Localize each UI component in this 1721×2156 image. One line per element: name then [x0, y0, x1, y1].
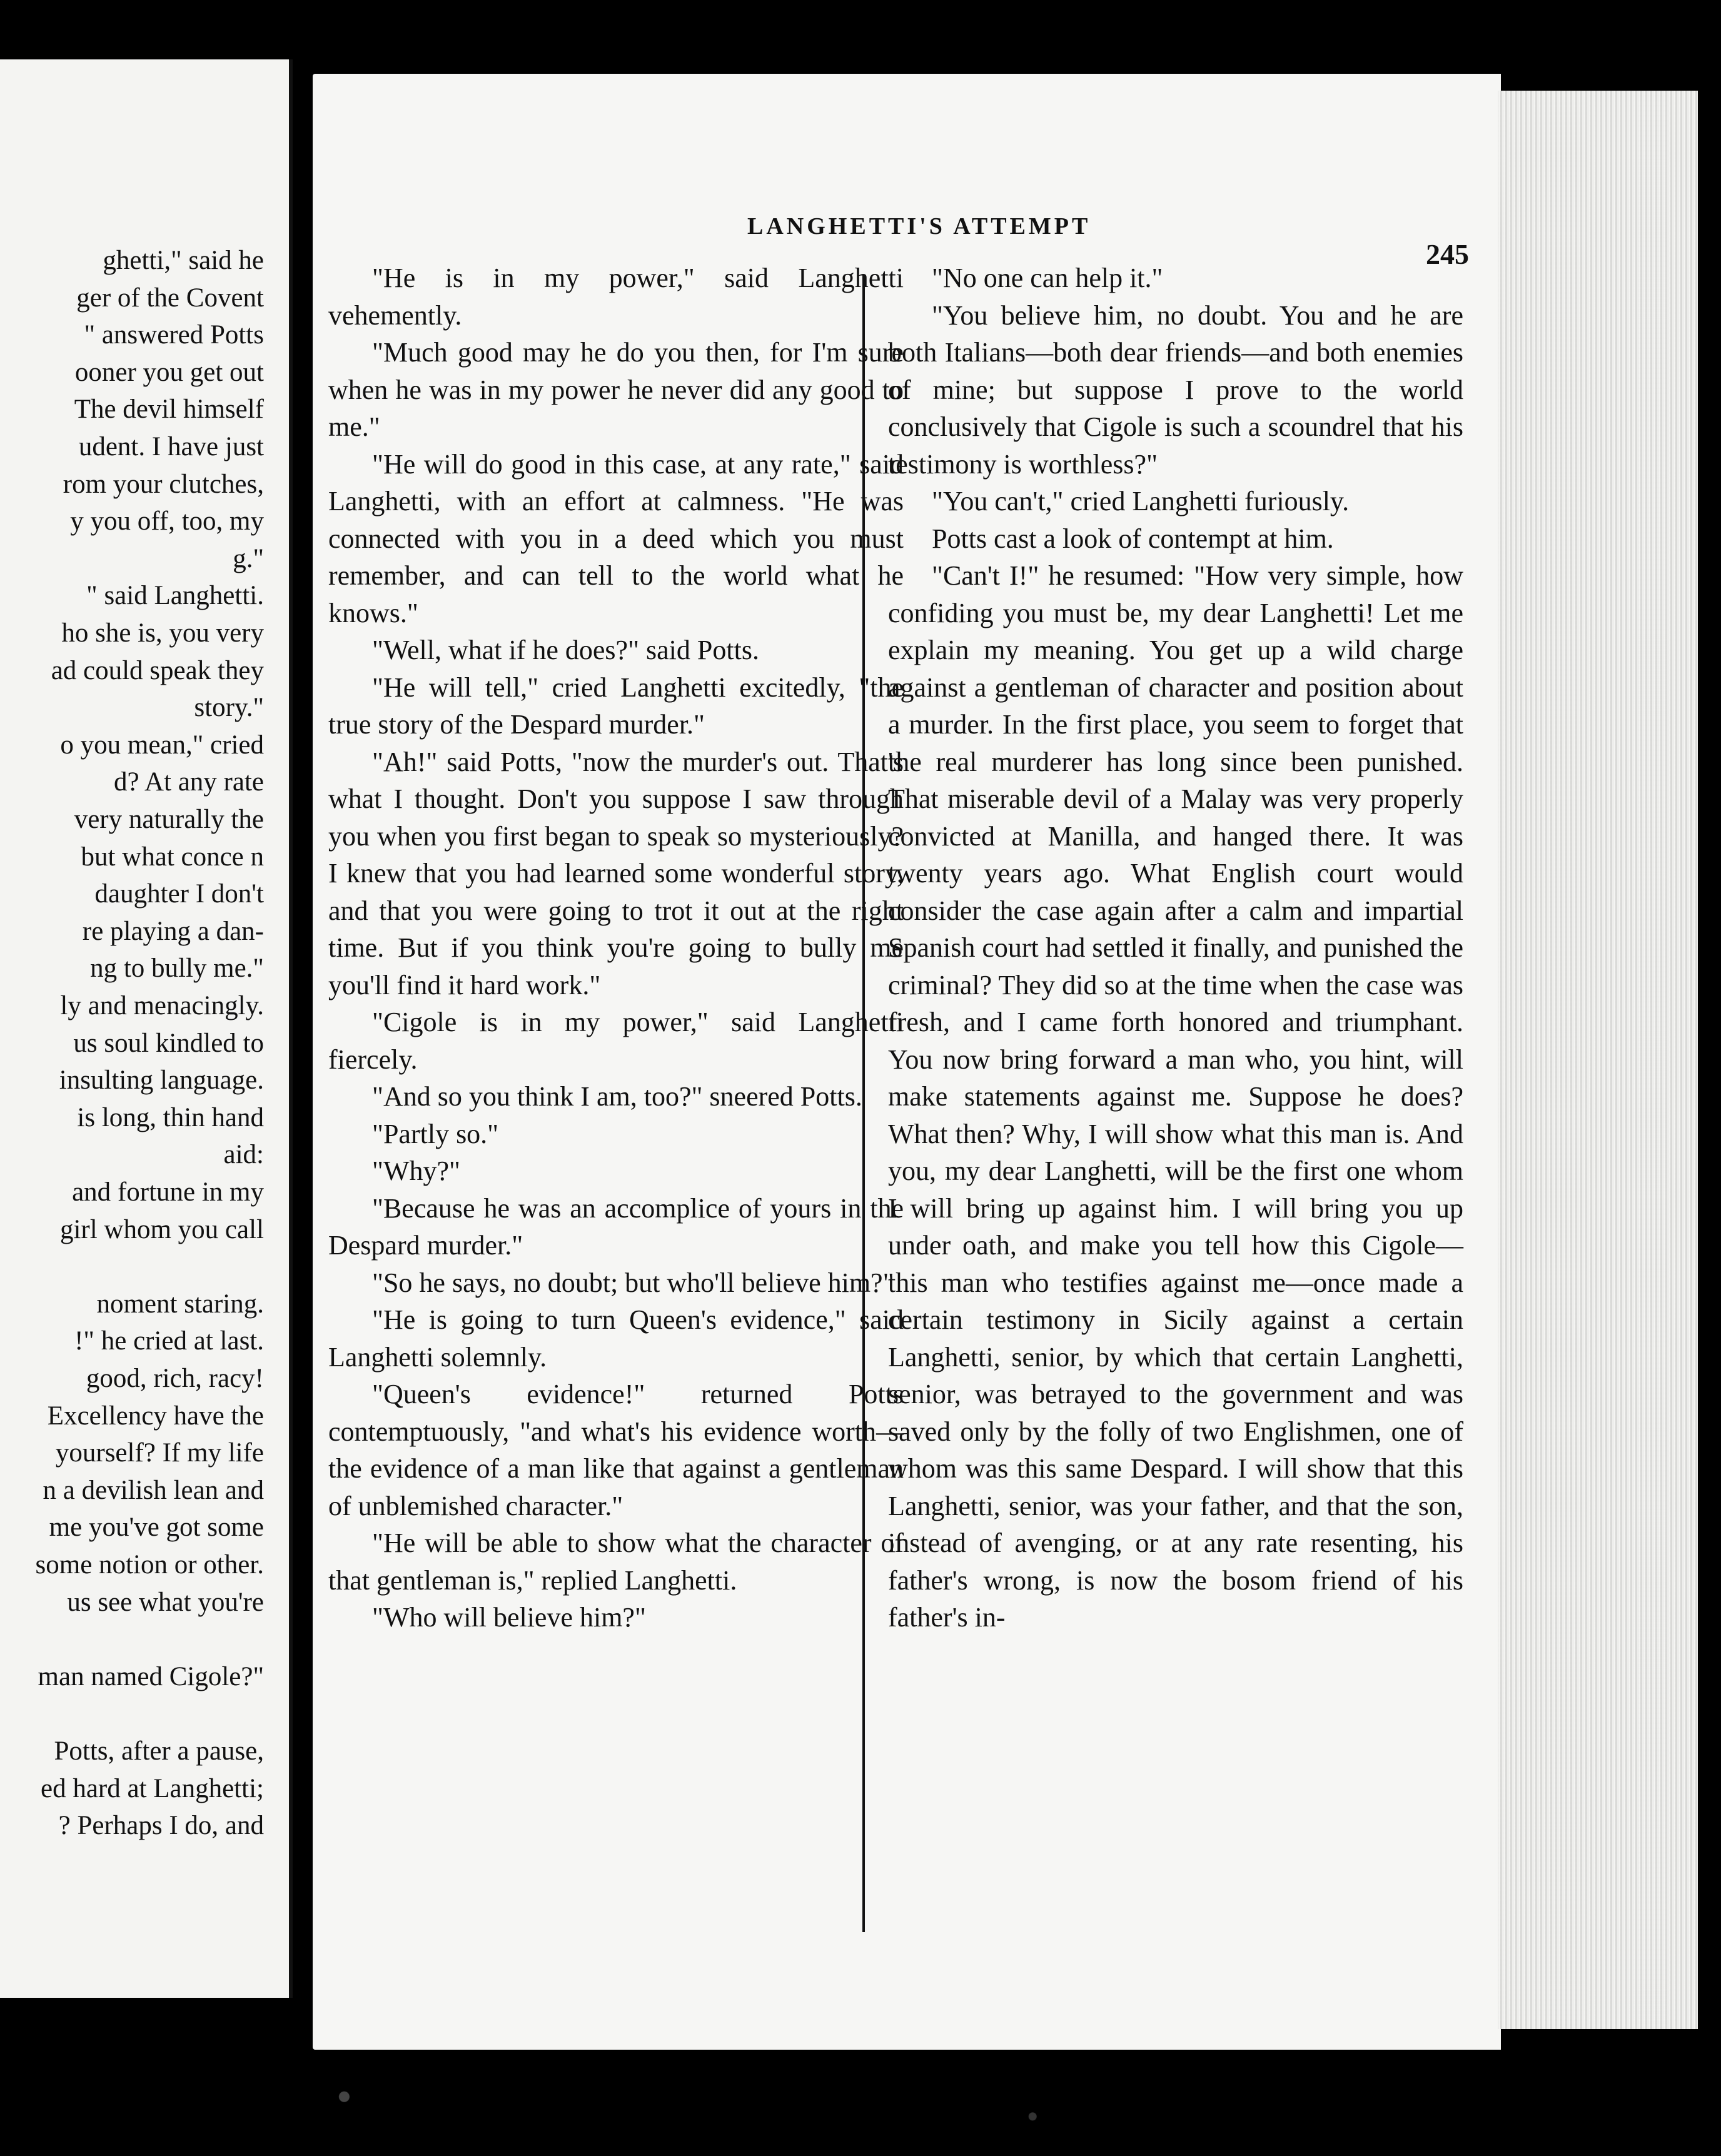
paragraph: "Who will believe him?" — [372, 1602, 646, 1633]
paragraph: "So he says, no doubt; but who'll believe him?" — [372, 1267, 894, 1298]
left-page-line: ho she is, you very — [61, 618, 264, 648]
paragraph: "Because he was an accomplice of yours in the Despard murder." — [328, 1192, 904, 1261]
paragraph: "He is in my power," said Langhetti vehemently. — [328, 263, 904, 331]
paragraph: "Ah!" said Potts, "now the murder's out. That's what I thought. Don't you suppose I saw through you when you first began to speak so mysteriously? I knew that you had learned some wonderful story, and that you were going to trot it out at the right time. But if you think you're going to bully me you'll find it hard work." — [328, 746, 904, 1000]
running-title: LANGHETTI'S ATTEMPT — [747, 213, 1091, 239]
left-page-line: ooner you get out — [74, 357, 264, 387]
left-page-line: ? Perhaps I do, and — [58, 1811, 264, 1841]
left-page-line: some notion or other. — [35, 1550, 264, 1579]
left-page-line: g." — [233, 543, 264, 573]
scan-background — [0, 2057, 1721, 2156]
left-page-line: re playing a dan- — [82, 916, 264, 946]
paragraph: "You can't," cried Langhetti furiously. — [932, 486, 1350, 516]
paragraph: "Queen's evidence!" returned Potts contemptuously, "and what's his evidence worth—the evidence of a man like that against a gentleman of unblemished character." — [328, 1379, 904, 1521]
left-page-line: Excellency have the — [47, 1401, 264, 1431]
left-page-line: ghetti," said he — [103, 246, 264, 275]
paragraph: "No one can help it." — [932, 263, 1163, 293]
paragraph: "Cigole is in my power," said Langhetti fiercely. — [328, 1007, 904, 1075]
left-page-line: ed hard at Langhetti; — [41, 1773, 264, 1803]
left-page-line: us soul kindled to — [73, 1028, 264, 1058]
left-page-line: very naturally the — [74, 805, 264, 834]
paragraph: "Well, what if he does?" said Potts. — [372, 635, 759, 665]
left-page-line: ng to bully me." — [90, 954, 264, 984]
paragraph: "He will do good in this case, at any rate," said Langhetti, with an effort at calmness. "He was connected with you in a deed which you must remember, and can tell to the world what he knows." — [328, 448, 904, 628]
paragraph: "And so you think I am, too?" sneered Potts. — [372, 1081, 862, 1112]
left-page-line: and fortune in my — [72, 1177, 264, 1207]
left-page-line: noment staring. — [96, 1289, 264, 1319]
paragraph: "Can't I!" he resumed: "How very simple, how confiding you must be, my dear Langhetti! Let me explain my meaning. You get up a wild charge against a gentleman of character and position about a murder. In the first place, you seem to forget that the real murderer has long since been punished. That miserable devil of a Malay was very properly convicted at Manilla, and hanged there. It was twenty years ago. What English court would consider the case again after a calm and impartial Spanish court had settled it finally, and punished the criminal? They did so at the time when the case was fresh, and I came forth honored and triumphant. You now bring forward a man who, you hint, will make statements against me. Suppose he does? What then? Why, I will show what this man is. And you, my dear Langhetti, will be the first one whom I will bring up against him. I will bring you up under oath, and make you tell how this Cigole—this man who testifies against me—once made a certain testimony in Sicily against a certain Langhetti, senior, by which that certain Langhetti, senior, was betrayed to the government and was saved only by the folly of two Englishmen, one of whom was this same Despard. I will show that this Langhetti, senior, was your father, and that the son, instead of avenging, or at any rate resenting, his father's wrong, is now the bosom friend of his father's in- — [888, 560, 1463, 1633]
left-page-line: The devil himself — [74, 395, 264, 425]
left-page — [0, 59, 293, 1998]
left-page-line: udent. I have just — [78, 432, 264, 461]
paragraph: "Much good may he do you then, for I'm sure when he was in my power he never did any good to me." — [328, 337, 904, 442]
left-page-line: story." — [194, 693, 264, 723]
left-page-line: man named Cigole?" — [38, 1661, 264, 1691]
left-page-line: ger of the Covent — [76, 283, 264, 313]
left-page-line: Potts, after a pause, — [54, 1736, 264, 1766]
paragraph: "Why?" — [372, 1156, 460, 1186]
text-column-1 — [328, 259, 904, 1636]
left-page-line: aid: — [223, 1140, 264, 1170]
left-page-line: !" he cried at last. — [74, 1326, 264, 1356]
page-number: 245 — [1426, 238, 1469, 270]
left-page-line: is long, thin hand — [77, 1102, 264, 1132]
text-column-2 — [888, 259, 1463, 1636]
left-page-line: " said Langhetti. — [86, 581, 264, 611]
left-page-line: n a devilish lean and — [43, 1475, 264, 1505]
paragraph: Potts cast a look of contempt at him. — [932, 523, 1334, 554]
left-page-line: rom your clutches, — [63, 469, 264, 499]
left-page-line: d? At any rate — [114, 767, 264, 797]
left-page-line: daughter I don't — [94, 879, 264, 909]
paragraph: "He is going to turn Queen's evidence," said Langhetti solemnly. — [328, 1304, 904, 1373]
left-page-line: me you've got some — [49, 1513, 264, 1543]
left-page-line: us see what you're — [67, 1587, 264, 1617]
left-page-line: " answered Potts — [84, 320, 264, 350]
left-page-line: good, rich, racy! — [86, 1364, 264, 1393]
left-page-line: ly and menacingly. — [60, 991, 264, 1020]
left-page-line: girl whom you call — [59, 1214, 264, 1244]
page-edges — [1498, 91, 1698, 2029]
left-page-line: ad could speak they — [51, 655, 264, 685]
paragraph: "You believe him, no doubt. You and he are both Italians—both dear friends—and both enemies of mine; but suppose I prove to the world conclusively that Cigole is such a scoundrel that his testimony is worthless?" — [888, 300, 1463, 480]
left-page-line: y you off, too, my — [70, 506, 264, 536]
paragraph: "He will tell," cried Langhetti excitedly, "the true story of the Despard murder." — [328, 672, 904, 740]
left-page-line: o you mean," cried — [60, 730, 264, 760]
left-page-line: but what conce n — [81, 842, 264, 872]
paragraph: "He will be able to show what the character of that gentleman is," replied Langhetti. — [328, 1528, 904, 1596]
left-page-line: insulting language. — [59, 1065, 264, 1096]
left-page-line: yourself? If my life — [55, 1438, 264, 1468]
paragraph: "Partly so." — [372, 1118, 499, 1149]
